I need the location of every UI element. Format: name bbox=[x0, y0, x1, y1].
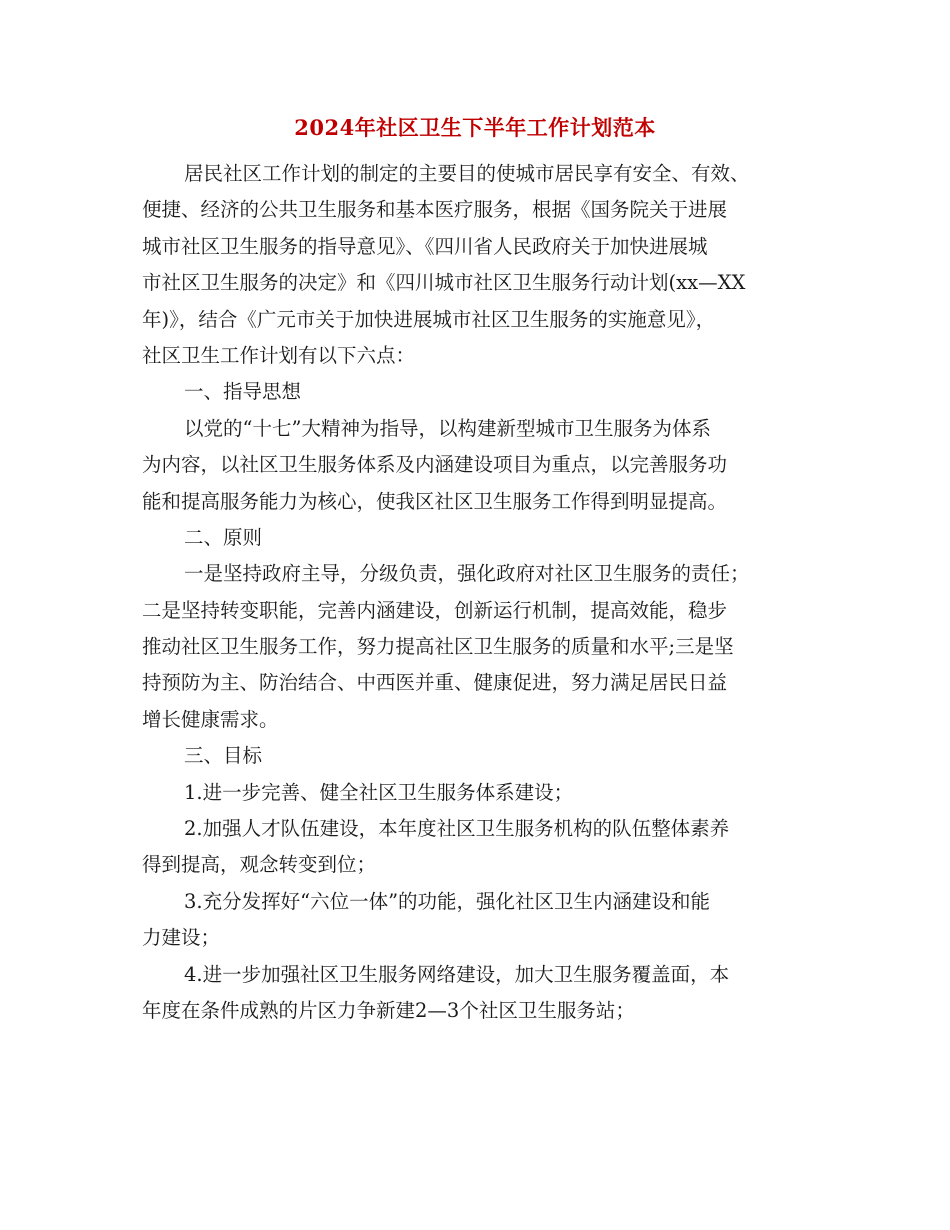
text-line: 二是坚持转变职能，完善内涵建设，创新运行机制，提高效能，稳步 bbox=[142, 598, 728, 622]
text-line: 一是坚持政府主导，分级负责，强化政府对社区卫生服务的责任； bbox=[184, 562, 750, 586]
text-line: 力建设； bbox=[142, 926, 221, 950]
text-line: 增长健康需求。 bbox=[142, 707, 279, 731]
text-line: 市社区卫生服务的决定》和《四川城市社区卫生服务行动计划(xx—XX bbox=[142, 271, 746, 295]
text-line: 持预防为主、防治结合、中西医并重、健康促进，努力满足居民日益 bbox=[142, 671, 728, 695]
list-item: 3.充分发挥好“六位一体”的功能，强化社区卫生内涵建设和能 bbox=[184, 889, 711, 913]
text-line: 城市社区卫生服务的指导意见》、《四川省人民政府关于加快进展城 bbox=[142, 234, 708, 258]
text-line: 便捷、经济的公共卫生服务和基本医疗服务，根据《国务院关于进展 bbox=[142, 198, 728, 222]
text-line: 年度在条件成熟的片区力争新建2—3个社区卫生服务站； bbox=[142, 998, 635, 1022]
section-heading: 一、指导思想 bbox=[184, 380, 302, 404]
text-line: 推动社区卫生服务工作，努力提高社区卫生服务的质量和水平;三是坚 bbox=[142, 635, 734, 659]
text-line: 居民社区工作计划的制定的主要目的使城市居民享有安全、有效、 bbox=[184, 162, 750, 185]
text-line: 社区卫生工作计划有以下六点： bbox=[142, 343, 416, 367]
document-body bbox=[142, 156, 814, 1029]
section-heading: 二、原则 bbox=[184, 525, 263, 549]
list-item: 1.进一步完善、健全社区卫生服务体系建设； bbox=[184, 780, 574, 804]
section-heading: 三、目标 bbox=[184, 744, 263, 768]
text-line: 年)》，结合《广元市关于加快进展城市社区卫生服务的实施意见》， bbox=[142, 307, 716, 331]
text-line: 以党的“十七”大精神为指导，以构建新型城市卫生服务为体系 bbox=[184, 416, 711, 440]
text-line: 能和提高服务能力为核心，使我区社区卫生服务工作得到明显提高。 bbox=[142, 489, 728, 513]
list-item: 2.加强人才队伍建设，本年度社区卫生服务机构的队伍整体素养 bbox=[184, 817, 730, 841]
text-line: 为内容，以社区卫生服务体系及内涵建设项目为重点，以完善服务功 bbox=[142, 453, 728, 477]
list-item: 4.进一步加强社区卫生服务网络建设，加大卫生服务覆盖面，本 bbox=[184, 962, 730, 986]
text-line: 得到提高，观念转变到位； bbox=[142, 853, 377, 877]
document-title: 2024年社区卫生下半年工作计划范本 bbox=[294, 115, 656, 140]
